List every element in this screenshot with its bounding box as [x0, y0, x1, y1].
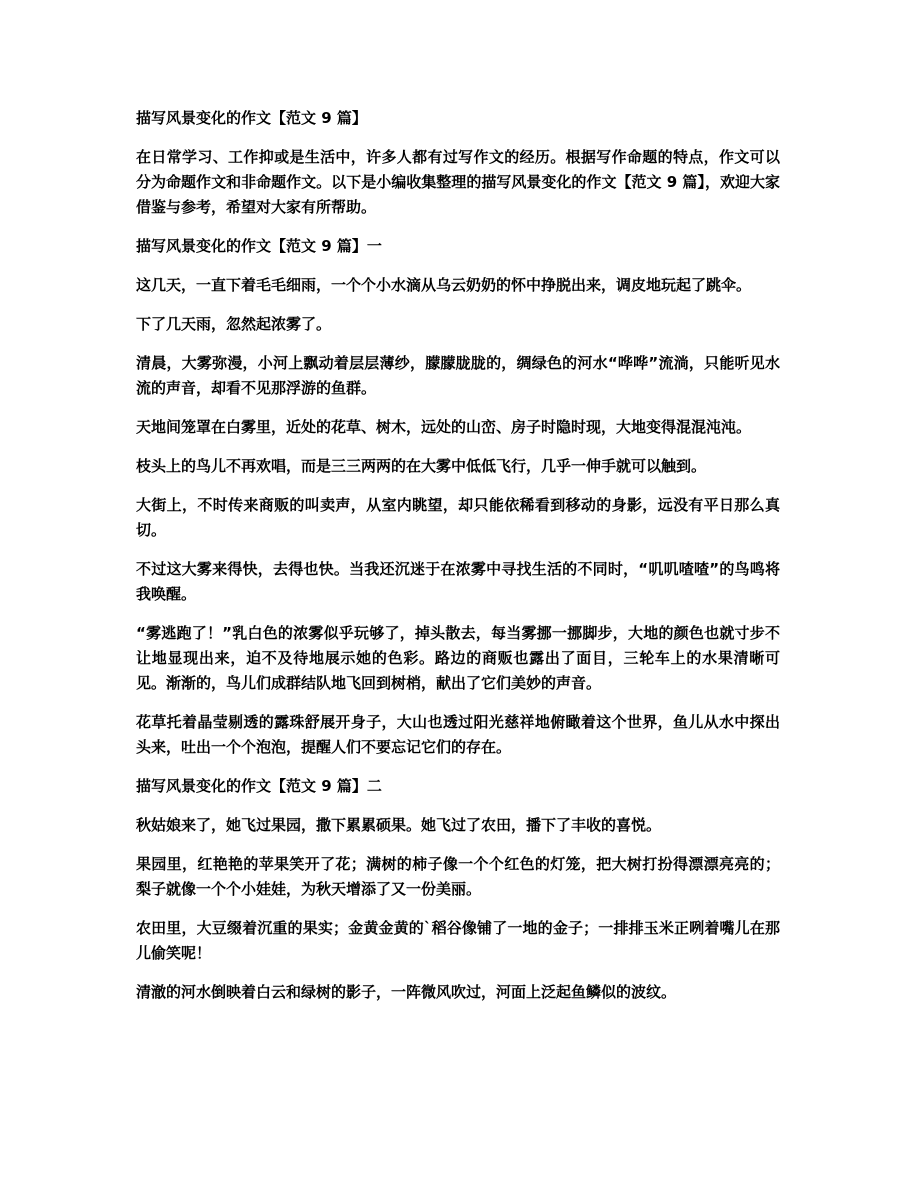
section-heading-1: 描写风景变化的作文【范文 9 篇】一 — [136, 237, 382, 255]
paragraph: 枝头上的鸟儿不再欢唱，而是三三两两的在大雾中低低飞行，几乎一伸手就可以触到。 — [136, 457, 707, 475]
intro-paragraph: 在日常学习、工作抑或是生活中，许多人都有过写作文的经历。根据写作命题的特点，作文可以分为命题作文和非命题作文。以下是小编收集整理的描写风景变化的作文【范文 9 篇】，欢迎大家借鉴与参考，希望对大家有所帮助。 — [136, 148, 780, 216]
document-title: 描写风景变化的作文【范文 9 篇】 — [136, 109, 367, 127]
paragraph: 天地间笼罩在白雾里，近处的花草、树木，远处的山峦、房子时隐时现，大地变得混混沌沌。 — [136, 418, 752, 436]
paragraph: 这几天，一直下着毛毛细雨，一个个小水滴从乌云奶奶的怀中挣脱出来，调皮地玩起了跳伞。 — [136, 276, 752, 294]
paragraph: “雾逃跑了！”乳白色的浓雾似乎玩够了，掉头散去，每当雾挪一挪脚步，大地的颜色也就寸步不让地显现出来，迫不及待地展示她的色彩。路边的商贩也露出了面目，三轮车上的水果清晰可见。渐渐的，鸟儿们成群结队地飞回到树梢，献出了它们美妙的声音。 — [136, 624, 780, 692]
paragraph: 清澈的河水倒映着白云和绿树的影子，一阵微风吹过，河面上泛起鱼鳞似的波纹。 — [136, 983, 677, 1001]
paragraph: 农田里，大豆缀着沉重的果实；金黄金黄的`稻谷像铺了一地的金子；一排排玉米正咧着嘴儿在那儿偷笑呢！ — [136, 919, 780, 962]
paragraph: 清晨，大雾弥漫，小河上飘动着层层薄纱，朦朦胧胧的，绸绿色的河水“哗哗”流淌，只能听见水流的声音，却看不见那浮游的鱼群。 — [136, 354, 780, 397]
section-heading-2: 描写风景变化的作文【范文 9 篇】二 — [136, 777, 382, 795]
paragraph: 秋姑娘来了，她飞过果园，撒下累累硕果。她飞过了农田，播下了丰收的喜悦。 — [136, 816, 662, 834]
paragraph: 下了几天雨，忽然起浓雾了。 — [136, 315, 332, 333]
paragraph: 果园里，红艳艳的苹果笑开了花；满树的柿子像一个个红色的灯笼，把大树打扮得漂漂亮亮的；梨子就像一个个小娃娃，为秋天增添了又一份美丽。 — [136, 855, 780, 898]
paragraph: 不过这大雾来得快，去得也快。当我还沉迷于在浓雾中寻找生活的不同时，“叽叽喳喳”的鸟鸣将我唤醒。 — [136, 560, 780, 603]
paragraph: 大街上，不时传来商贩的叫卖声，从室内眺望，却只能依稀看到移动的身影，远没有平日那么真切。 — [136, 496, 780, 539]
document-body — [136, 106, 780, 1019]
paragraph: 花草托着晶莹剔透的露珠舒展开身子，大山也透过阳光慈祥地俯瞰着这个世界，鱼儿从水中探出头来，吐出一个个泡泡，提醒人们不要忘记它们的存在。 — [136, 713, 780, 756]
